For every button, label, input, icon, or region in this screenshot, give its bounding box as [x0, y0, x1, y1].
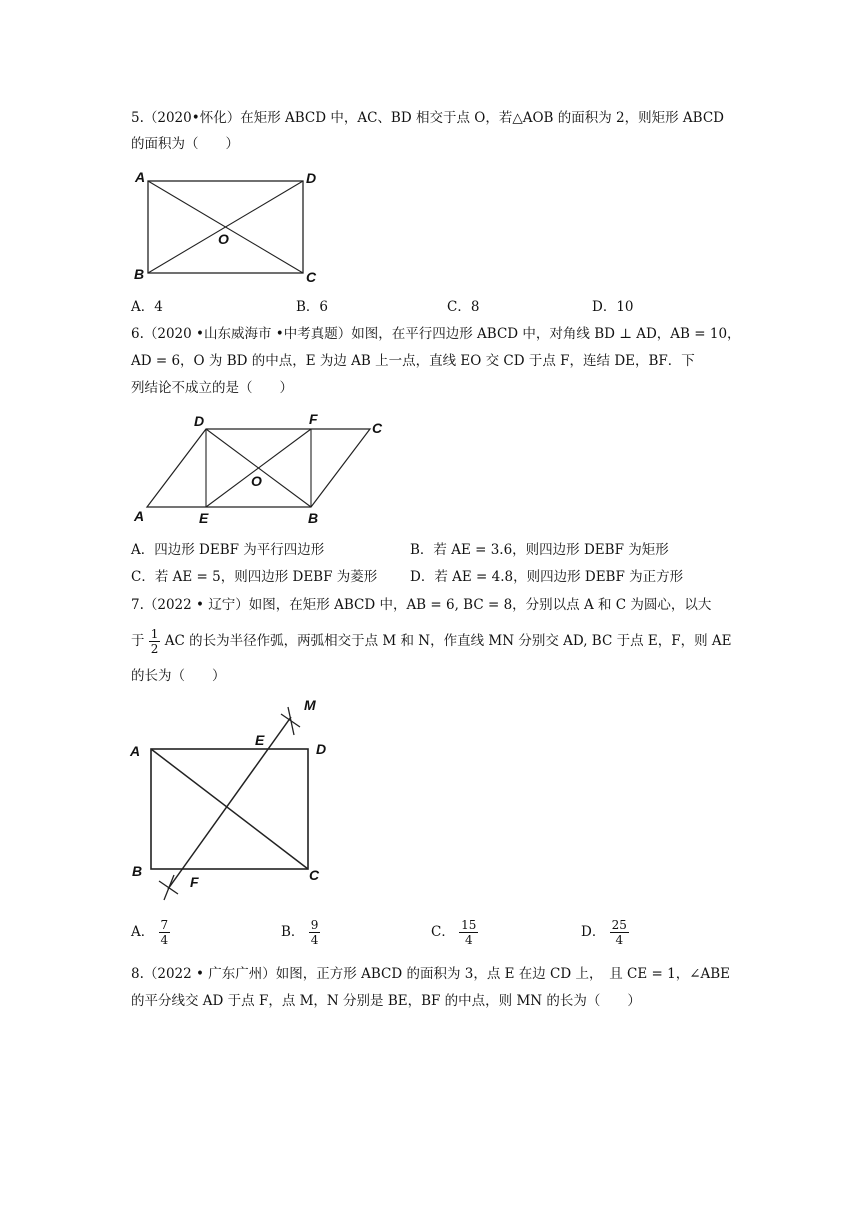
q7-option-c-letter: C．	[431, 924, 455, 940]
q7-option-b-numerator: 9	[310, 918, 319, 932]
q7-option-c-numerator: 15	[461, 918, 477, 932]
q5-option-a: A．4	[131, 299, 163, 315]
q5-option-d: D．10	[592, 299, 634, 315]
q6-label-a: A	[134, 508, 145, 524]
q6-label-f: F	[309, 411, 318, 427]
q5-label-c: C	[306, 269, 317, 285]
q6-text-line1: 6.（2020 •山东威海市 •中考真题）如图，在平行四边形 ABCD 中，对角线 BD ⊥ AD，AB = 10，	[131, 326, 741, 342]
q8-text-line2: 的平分线交 AD 于点 F，点 M，N 分别是 BE，BF 的中点，则 MN 的长为（ ）	[131, 993, 641, 1009]
q6-label-b: B	[308, 510, 319, 526]
q7-option-a-letter: A．	[131, 924, 155, 940]
q7-half-numerator: 1	[150, 627, 159, 641]
q7-text-line2	[131, 627, 732, 656]
q5-label-a: A	[135, 169, 146, 185]
q7-label-c: C	[309, 867, 320, 883]
q7-option-a-numerator: 7	[160, 918, 169, 932]
q6-parallelogram-figure	[130, 412, 400, 532]
q7-option-d-fraction	[610, 918, 629, 947]
q7-half-fraction	[149, 627, 161, 656]
q7-label-d: D	[316, 741, 327, 757]
q6-label-d: D	[194, 413, 205, 429]
q6-label-e: E	[199, 510, 209, 526]
q6-text-line2: AD = 6，O 为 BD 的中点，E 为边 AB 上一点，直线 EO 交 CD 于点 F，连结 DE，BF．下	[131, 353, 695, 369]
q7-option-b-fraction	[309, 918, 321, 947]
q7-text-prefix: 于	[131, 633, 145, 649]
q7-text-rest: AC 的长为半径作弧，两弧相交于点 M 和 N，作直线 MN 分别交 AD, BC 于点 E，F，则 AE	[164, 633, 732, 649]
q7-option-a	[131, 918, 170, 947]
q5-text-line2: 的面积为（ ）	[131, 136, 239, 152]
q6-text-line3: 列结论不成立的是（ ）	[131, 380, 293, 396]
q5-option-c: C．8	[447, 299, 480, 315]
q7-option-b	[281, 918, 320, 947]
q6-option-a: A．四边形 DEBF 为平行四边形	[131, 542, 325, 558]
q7-option-c	[431, 918, 478, 947]
q6-label-c: C	[372, 420, 383, 436]
q8-text-line1: 8.（2022 • 广东广州）如图，正方形 ABCD 的面积为 3，点 E 在边 CD 上， 且 CE = 1，∠ABE	[131, 966, 731, 982]
q7-text-line3: 的长为（ ）	[131, 668, 226, 684]
q7-label-f: F	[190, 874, 199, 890]
q7-label-a: A	[130, 743, 141, 759]
q7-option-b-denominator: 4	[310, 933, 319, 947]
q7-option-d-denominator: 4	[615, 933, 624, 947]
q5-option-b: B．6	[296, 299, 329, 315]
q5-label-b: B	[134, 266, 145, 282]
q7-option-b-letter: B．	[281, 924, 305, 940]
q7-option-d	[581, 918, 629, 947]
q6-label-o: O	[251, 473, 262, 489]
q6-option-c: C．若 AE = 5，则四边形 DEBF 为菱形	[131, 569, 378, 585]
q7-label-b: B	[132, 863, 143, 879]
q5-rectangle-figure	[130, 166, 330, 286]
q7-rectangle-figure	[128, 692, 338, 912]
q7-option-a-fraction	[159, 918, 171, 947]
q5-label-o: O	[218, 231, 229, 247]
q6-option-b: B．若 AE = 3.6，则四边形 DEBF 为矩形	[410, 542, 669, 558]
q7-option-d-numerator: 25	[611, 918, 627, 932]
q7-option-a-denominator: 4	[160, 933, 169, 947]
q7-label-e: E	[255, 732, 265, 748]
q7-half-denominator: 2	[150, 642, 159, 656]
q7-text-line1: 7.（2022 • 辽宁）如图，在矩形 ABCD 中，AB = 6, BC = 8，分别以点 A 和 C 为圆心，以大	[131, 597, 712, 613]
q7-option-c-denominator: 4	[464, 933, 473, 947]
q7-option-c-fraction	[459, 918, 478, 947]
q6-option-d: D．若 AE = 4.8，则四边形 DEBF 为正方形	[410, 569, 684, 585]
q5-label-d: D	[306, 170, 317, 186]
q7-option-d-letter: D．	[581, 924, 606, 940]
q5-text-line1: 5.（2020•怀化）在矩形 ABCD 中，AC、BD 相交于点 O，若△AOB 的面积为 2，则矩形 ABCD	[131, 110, 724, 126]
q7-label-m: M	[304, 697, 316, 713]
